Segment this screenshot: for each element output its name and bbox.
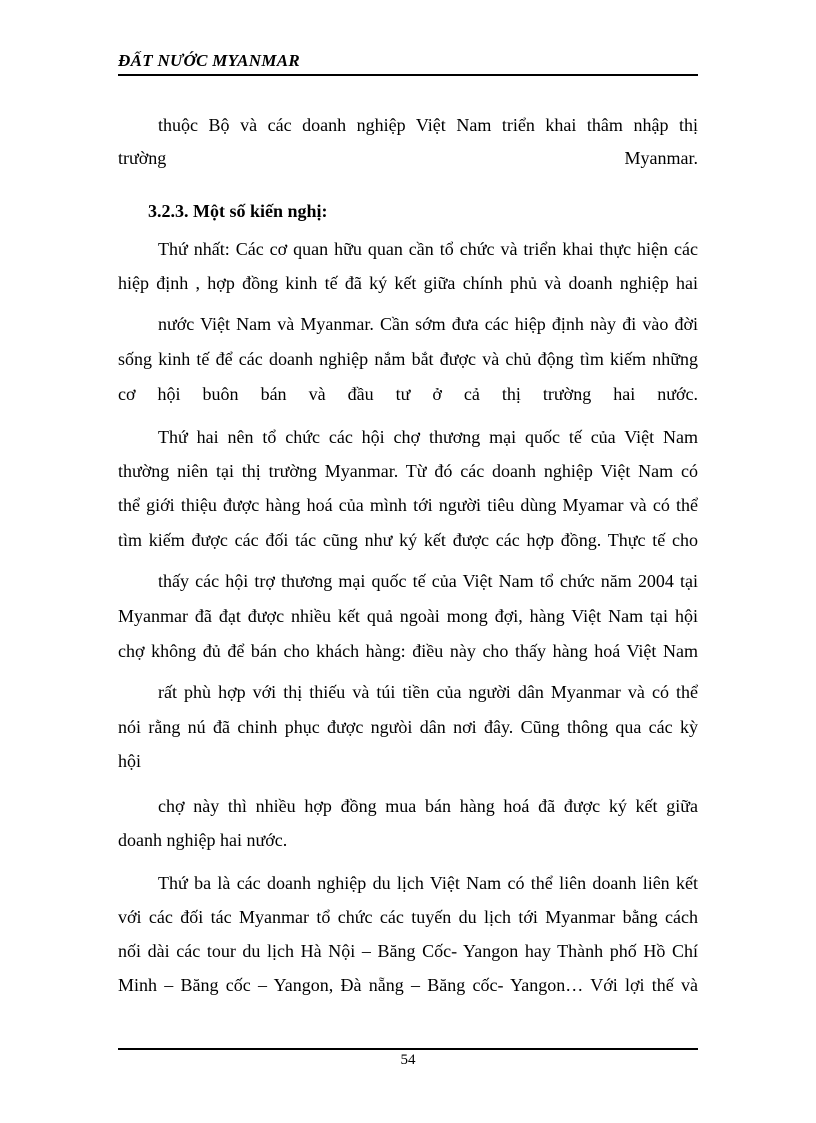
text-line: nước Việt Nam và Myanmar. Cần sớm đưa các hiệp định này đi vào đời bbox=[158, 314, 698, 334]
text-line: hiệp định , hợp đồng kinh tế đã ký kết giữa chính phủ và doanh nghiệp hai bbox=[118, 273, 698, 293]
text-line: với các đối tác Myanmar tổ chức các tuyến du lịch tới Myanmar bằng cách bbox=[118, 907, 698, 927]
text-line: nối dài các tour du lịch Hà Nội – Băng Cốc- Yangon hay Thành phố Hồ Chí bbox=[118, 941, 698, 961]
text-line: Minh – Băng cốc – Yangon, Đà nẵng – Băng cốc- Yangon… Với lợi thế và bbox=[118, 975, 698, 995]
text-fragment: trường bbox=[118, 148, 167, 168]
text-line: thấy các hội trợ thương mại quốc tế của Việt Nam tổ chức năm 2004 tại bbox=[158, 571, 698, 591]
text-line: thường niên tại thị trường Myanmar. Từ đó các doanh nghiệp Việt Nam có bbox=[118, 461, 698, 481]
text-line-split bbox=[118, 147, 698, 169]
text-line: chợ không đủ để bán cho khách hàng: điều này cho thấy hàng hoá Việt Nam bbox=[118, 641, 698, 661]
text-line: nói rằng nú đã chinh phục được ngưòi dân nơi đây. Cũng thông qua các kỳ bbox=[118, 717, 698, 737]
text-line: Thứ ba là các doanh nghiệp du lịch Việt Nam có thể liên doanh liên kết bbox=[158, 873, 698, 893]
text-line: sống kinh tế để các doanh nghiệp nắm bắt được và chủ động tìm kiếm những bbox=[118, 349, 698, 369]
header-title: ĐẤT NƯỚC MYANMAR bbox=[118, 51, 301, 70]
footer-rule bbox=[118, 1048, 698, 1050]
text-line: tìm kiếm được các đối tác cũng như ký kết được các hợp đồng. Thực tế cho bbox=[118, 530, 698, 550]
text-line: doanh nghiệp hai nước. bbox=[118, 830, 288, 850]
text-line: hội bbox=[118, 751, 142, 771]
text-line: Thứ hai nên tổ chức các hội chợ thương mại quốc tế của Việt Nam bbox=[158, 427, 698, 447]
text-line: Thứ nhất: Các cơ quan hữu quan cần tổ chức và triển khai thực hiện các bbox=[158, 239, 698, 259]
text-line: chợ này thì nhiều hợp đồng mua bán hàng hoá đã được ký kết giữa bbox=[158, 796, 698, 816]
page-number: 54 bbox=[400, 1052, 416, 1068]
text-line: rất phù hợp với thị thiếu và túi tiền của người dân Myanmar và có thể bbox=[158, 682, 698, 702]
section-heading: 3.2.3. Một số kiến nghị: bbox=[148, 201, 328, 221]
text-line: Myanmar đã đạt được nhiều kết quả ngoài mong đợi, hàng Việt Nam tại hội bbox=[118, 606, 698, 626]
text-line: cơ hội buôn bán và đầu tư ở cả thị trường hai nước. bbox=[118, 384, 698, 404]
header-rule bbox=[118, 74, 698, 76]
text-line: thể giới thiệu được hàng hoá của mình tới người tiêu dùng Myamar và có thể bbox=[118, 495, 698, 515]
text-fragment: Myanmar. bbox=[624, 148, 698, 168]
text-line: thuộc Bộ và các doanh nghiệp Việt Nam triển khai thâm nhập thị bbox=[158, 115, 698, 135]
